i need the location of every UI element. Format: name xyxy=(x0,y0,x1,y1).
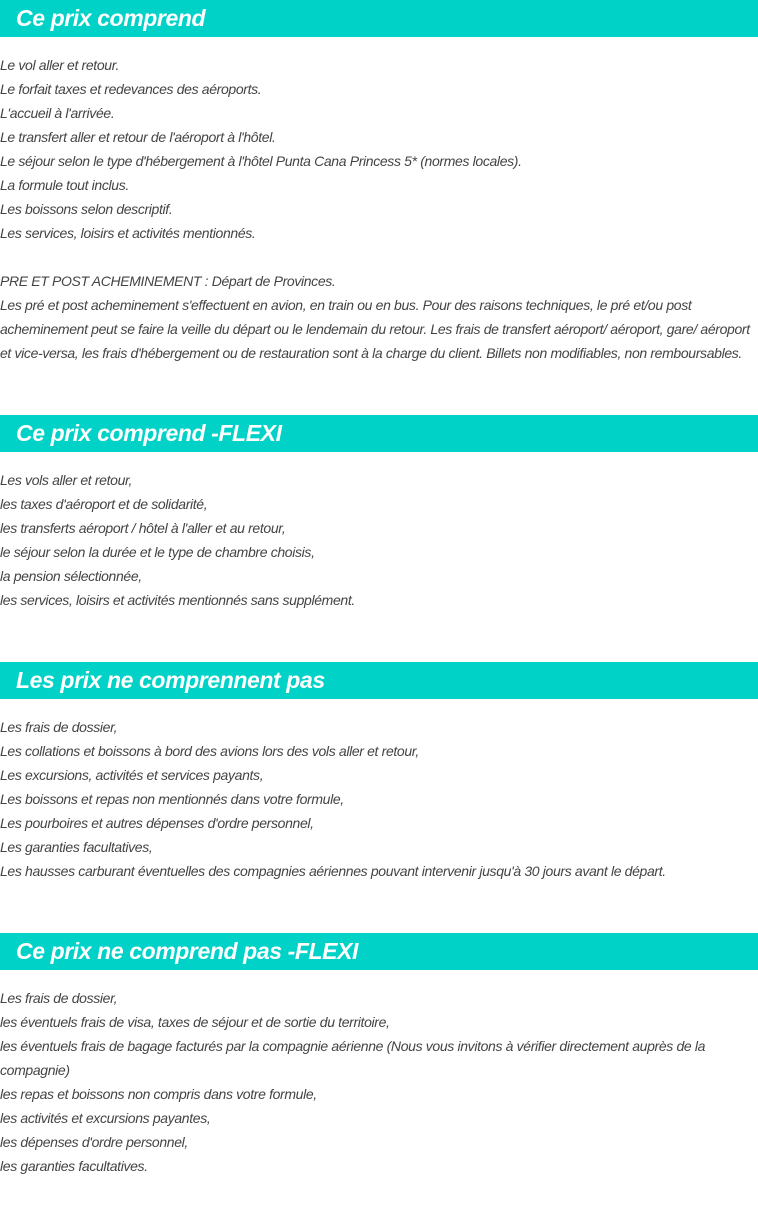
list-item: Les frais de dossier, xyxy=(0,990,118,1006)
section-body xyxy=(0,452,758,612)
list-item: Le transfert aller et retour de l'aéroport à l'hôtel. xyxy=(0,129,276,145)
list-item: Les hausses carburant éventuelles des compagnies aériennes pouvant intervenir jusqu'à 30 jours avant le départ. xyxy=(0,863,666,879)
list-item: les taxes d'aéroport et de solidarité, xyxy=(0,496,208,512)
list-item: le séjour selon la durée et le type de chambre choisis, xyxy=(0,544,315,560)
price-excludes-section xyxy=(0,662,758,883)
spacer xyxy=(0,245,758,269)
transport-heading: PRE ET POST ACHEMINEMENT : Départ de Provinces. xyxy=(0,273,336,289)
list-item: les services, loisirs et activités mentionnés sans supplément. xyxy=(0,592,355,608)
list-item: les éventuels frais de visa, taxes de séjour et de sortie du territoire, xyxy=(0,1014,390,1030)
list-item: Les excursions, activités et services payants, xyxy=(0,767,264,783)
list-item: les garanties facultatives. xyxy=(0,1158,148,1174)
price-includes-section xyxy=(0,0,758,365)
list-item: Le séjour selon le type d'hébergement à l'hôtel Punta Cana Princess 5* (normes locales). xyxy=(0,153,522,169)
list-item: la pension sélectionnée, xyxy=(0,568,142,584)
list-item: Les pourboires et autres dépenses d'ordre personnel, xyxy=(0,815,314,831)
section-title: Ce prix ne comprend pas -FLEXI xyxy=(0,933,758,970)
section-title: Les prix ne comprennent pas xyxy=(0,662,758,699)
list-item: Les collations et boissons à bord des avions lors des vols aller et retour, xyxy=(0,743,419,759)
section-body xyxy=(0,699,758,883)
section-title: Ce prix comprend -FLEXI xyxy=(0,415,758,452)
list-item: Les services, loisirs et activités mentionnés. xyxy=(0,225,256,241)
price-excludes-flexi-section xyxy=(0,933,758,1178)
list-item: Les boissons et repas non mentionnés dans votre formule, xyxy=(0,791,344,807)
section-title: Ce prix comprend xyxy=(0,0,758,37)
transport-paragraph: Les pré et post acheminement s'effectuent en avion, en train ou en bus. Pour des raisons techniques, le pré et/ou post acheminement peut se faire la veille du départ ou le lendemain du retour. Les frais de transfert aéroport/ aéroport, gare/ aéroport et vice-versa, les frais d'hébergement ou de restauration sont à la charge du client. Billets non modifiables, non remboursables. xyxy=(0,297,750,361)
price-includes-flexi-section xyxy=(0,415,758,612)
list-item: les transferts aéroport / hôtel à l'aller et au retour, xyxy=(0,520,286,536)
section-body xyxy=(0,970,758,1178)
list-item: Les frais de dossier, xyxy=(0,719,118,735)
section-body xyxy=(0,37,758,365)
list-item: les dépenses d'ordre personnel, xyxy=(0,1134,188,1150)
list-item: L'accueil à l'arrivée. xyxy=(0,105,115,121)
list-item: La formule tout inclus. xyxy=(0,177,129,193)
list-item: Les vols aller et retour, xyxy=(0,472,133,488)
list-item: Le vol aller et retour. xyxy=(0,57,120,73)
list-item: les éventuels frais de bagage facturés par la compagnie aérienne (Nous vous invitons à vérifier directement auprès de la compagnie) xyxy=(0,1038,706,1078)
list-item: Le forfait taxes et redevances des aéroports. xyxy=(0,81,262,97)
list-item: Les boissons selon descriptif. xyxy=(0,201,173,217)
list-item: les activités et excursions payantes, xyxy=(0,1110,211,1126)
list-item: Les garanties facultatives, xyxy=(0,839,153,855)
list-item: les repas et boissons non compris dans votre formule, xyxy=(0,1086,317,1102)
